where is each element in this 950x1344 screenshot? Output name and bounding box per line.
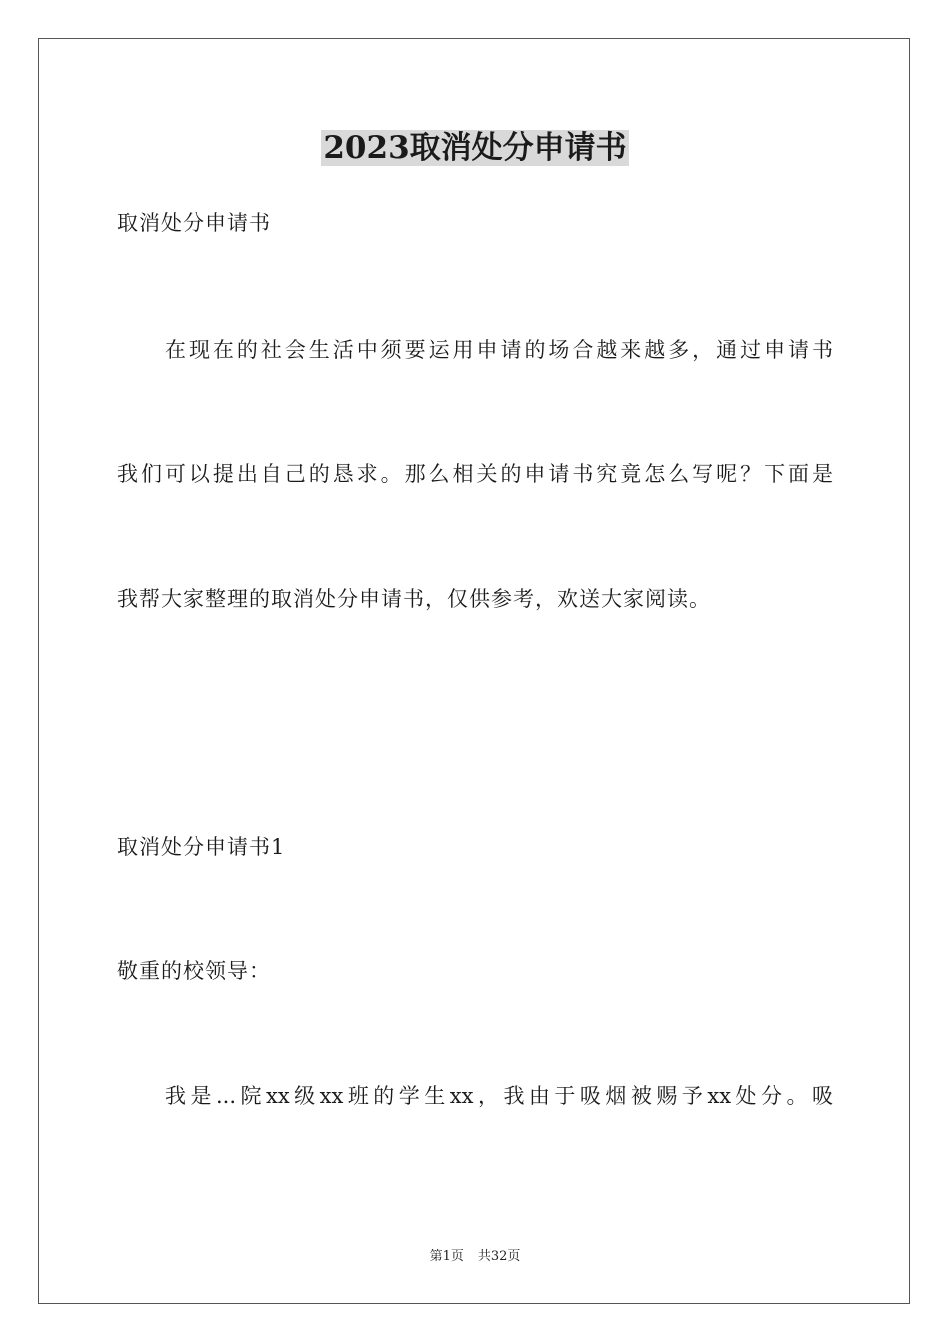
section-heading: 取消处分申请书1 (117, 835, 286, 859)
page-number-total: 共32页 (477, 1249, 521, 1264)
paragraph-line: 在现在的社会生活中须要运用申请的场合越来越多，通过申请书 (165, 338, 833, 362)
document-subtitle: 取消处分申请书 (117, 211, 271, 235)
salutation: 敬重的校领导： (117, 959, 271, 983)
document-title-text: 2023取消处分申请书 (323, 130, 627, 166)
page-number-current: 第1页 (429, 1249, 464, 1264)
paragraph-line: 我是...院xx级xx班的学生xx，我由于吸烟被赐予xx处分。吸 (165, 1084, 833, 1108)
paragraph-line: 我帮大家整理的取消处分申请书，仅供参考，欢送大家阅读。 (117, 587, 711, 611)
paragraph-line: 我们可以提出自己的恳求。那么相关的申请书究竟怎么写呢？下面是 (117, 462, 833, 486)
document-title (0, 128, 950, 168)
page-footer (0, 1248, 950, 1266)
